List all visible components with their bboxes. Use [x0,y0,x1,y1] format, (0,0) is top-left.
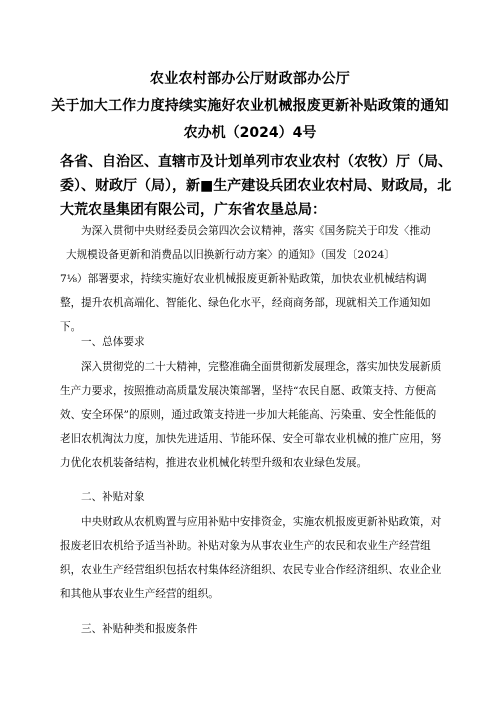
intro-line-1: 为深入贯彻中央财经委员会第四次会议精神，落实《国务院关于印发〈推动 [81,225,431,237]
section-1-body: 深入贯彻党的二十大精神，完整准确全面贯彻新发展理念，落实加快发展新质生产力要求，按照推动高质量发展决策部署，坚持“农民自愿、政策支持、方便高效、安全环保”的原则，通过政策支持进一步加大耗能高、污染重、安全性能低的老旧农机淘汰力度，加快先进适用、节能环保、安全可靠农业机械的推广应用，努力优化农机装备结构，推进农业机械化转型升级和农业绿色发展。 [60,361,442,469]
section-3-heading: 三、补贴种类和报废条件 [81,623,198,635]
document-title: 关于加大工作力度持续实施好农业机械报废更新补贴政策的通知 [51,98,449,114]
document-number: 农办机（2024）4号 [183,125,317,141]
intro-line-2: 大规模设备更新和消费品以旧换新行动方案〉的通知》（国发〔2024〕 [66,249,395,261]
addressee: 各省、自治区、直辖市及计划单列市农业农村（农牧）厅（局、委）、财政厅（局），新■生产建设兵团农业农村局、财政局，北大荒农垦集团有限公司，广东省农垦总局： [60,154,452,218]
section-2-body: 中央财政从农机购置与应用补贴中安排资金，实施农机报废更新补贴政策，对报废老旧农机给予适当补助。补贴对象为从事农业生产的农民和农业生产经营组织，农业生产经营组织包括农村集体经济组织、农民专业合作经济组织、农业企业和其他从事农业生产经营的组织。 [60,516,442,600]
document-title-issuer: 农业农村部办公厅财政部办公厅 [149,71,351,87]
section-1-heading: 一、总体要求 [81,336,145,348]
section-2-heading: 二、补贴对象 [81,491,145,503]
intro-line-3: 7⅛）部署要求，持续实施好农业机械报废更新补贴政策，加快农业机械结构调整，提升农机高端化、智能化、绿色化水平，经商商务部，现就相关工作通知如下。 [60,273,431,333]
intro-paragraph [60,219,446,339]
